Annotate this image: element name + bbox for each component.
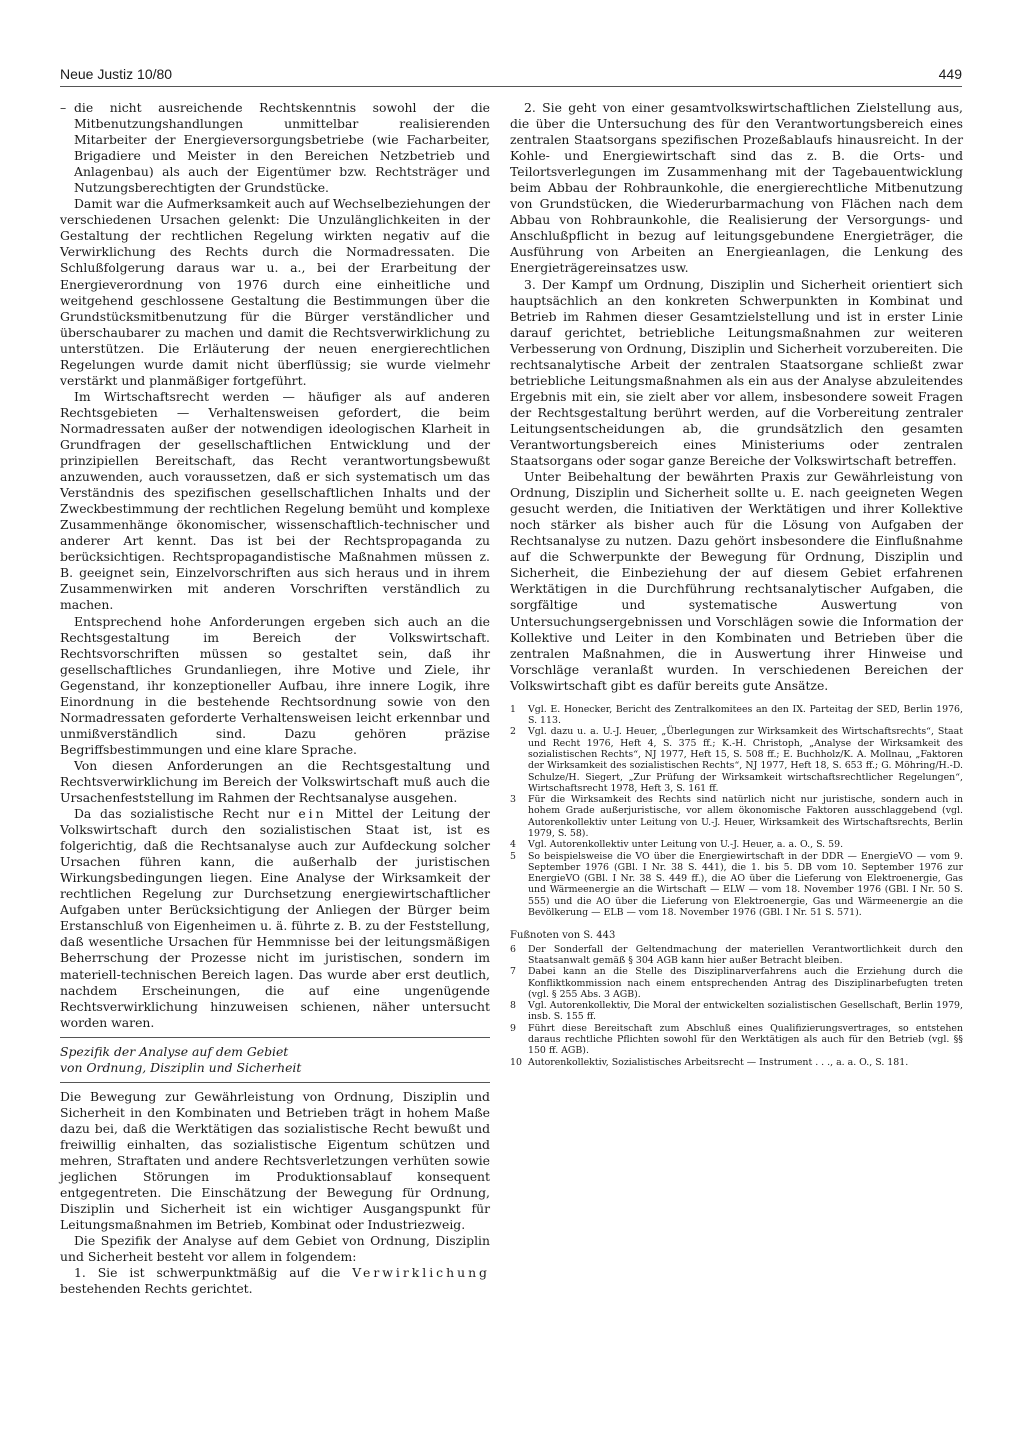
- footnote-number: 1: [510, 703, 516, 715]
- footnote: [510, 966, 963, 1000]
- footnote: [510, 794, 963, 839]
- footnote-text: Für die Wirksamkeit des Rechts sind natürlich nicht nur juristische, sondern auch in hohem Grade außerjuristische, vor allem ökonomische Faktoren ausschlaggebend (vgl. Autorenkollektiv unter Leitung von U.-J. Heuer, Wirksamkeit des Wirtschaftsrechts, Berlin 1979, S. 58).: [528, 794, 963, 839]
- dash-marker: –: [60, 100, 67, 115]
- paragraph: Im Wirtschaftsrecht werden — häufiger als auf anderen Rechtsgebieten — Verhaltensweisen gefordert, die beim Normadressaten außer der notwendigen ideologischen Klarheit in Grundfragen der gesellschaftlichen Entwicklung und der prinzipiellen Bereitschaft, das Recht verantwortungsbewußt anzuwenden, auch voraussetzen, daß er sich systematisch um das Verständnis des spezifischen gesellschaftlichen Inhalts und der Zweckbestimmung der rechtlichen Regelung bemüht und komplexe Zusammenhänge ökonomischer, wissenschaftlich-technischer und anderer Art kennt. Das ist bei der Rechtspropaganda zu berücksichtigen. Rechtspropagandistische Maßnahmen müssen z. B. geeignet sein, Einzelvorschriften aus sich heraus und in ihrem Zusammenwirken mit anderen Vorschriften verständlich zu machen.: [60, 388, 490, 613]
- footnote-text: Vgl. Autorenkollektiv unter Leitung von U.-J. Heuer, a. a. O., S. 59.: [528, 839, 844, 851]
- footnote-text: Der Sonderfall der Geltendmachung der materiellen Verantwortlichkeit durch den Staatsanwalt gemäß § 304 AGB kann hier außer Betracht bleiben.: [528, 943, 963, 966]
- section-heading-line: Spezifik der Analyse auf dem Gebiet: [60, 1043, 289, 1059]
- footnote: [510, 704, 963, 727]
- footnote-text: Vgl. Autorenkollektiv, Die Moral der entwickelten sozialistischen Gesellschaft, Berlin 1979, insb. S. 155 ff.: [528, 1000, 963, 1023]
- paragraph: Die Bewegung zur Gewährleistung von Ordnung, Disziplin und Sicherheit in den Kombinaten und Betrieben trägt in hohem Maße dazu bei, daß die Werktätigen das sozialistische Recht bewußt und freiwillig einhalten, das sozialistische Eigentum schützen und mehren, Straftaten und andere Rechtsverletzungen verhüten sowie jeglichen Störungen im Produktionsablauf konsequent entgegentreten. Die Einschätzung der Bewegung für Ordnung, Disziplin und Sicherheit ist ein wichtiger Ausgangspunkt für Leitungsmaßnahmen im Betrieb, Kombinat oder Industriezweig.: [60, 1088, 490, 1233]
- footnote-text: So beispielsweise die VO über die Energiewirtschaft in der DDR — EnergieVO — vom 9. September 1976 (GBl. I Nr. 38 S. 441), die 1. bis 5. DB vom 10. September 1976 zur EnergieVO (GBl. I Nr. 38 S. 449 ff.), die AO über die Lieferung von Elektroenergie, Gas und Wärmeenergie an die Wirtschaft — ELW — vom 18. November 1976 (GBl. I Nr. 50 S. 555) und die AO über die Lieferung von Elektroenergie, Gas und Wärmeenergie an die Bevölkerung — ELB — vom 18. November 1976 (GBl. I Nr. 51 S. 571).: [528, 850, 963, 919]
- dash-list-item: [60, 100, 490, 196]
- spaced-emphasis: ein: [298, 806, 327, 822]
- footnote: [510, 944, 963, 967]
- dash-item-text: die nicht ausreichende Rechtskenntnis sowohl der die Mitbenutzungshandlungen unmittelbar realisierenden Mitarbeiter der Energieversorgungsbetriebe (wie Facharbeiter, Brigadiere und Meister in den Bereichen Netzbetrieb und Anlagenbau) als auch der Eigentümer bzw. Rechtsträger und Nutzungsberechtigten der Grundstücke.: [74, 100, 490, 196]
- footnote-text: Autorenkollektiv, Sozialistisches Arbeitsrecht — Instrument . . ., a. a. O., S. 181.: [528, 1056, 909, 1068]
- footnote: [510, 1000, 963, 1023]
- paragraph: Unter Beibehaltung der bewährten Praxis zur Gewährleistung von Ordnung, Disziplin und Sicherheit sollte u. E. nach geeigneten Wegen gesucht werden, die Initiativen der Werktätigen und ihrer Kollektive noch stärker als bisher auch für die Lösung von Aufgaben der Rechtsanalyse zu nutzen. Dazu gehört insbesondere die Einflußnahme auf die Schwerpunkte der Bewegung für Ordnung, Disziplin und Sicherheit, die Einbeziehung der auf diesem Gebiet erfahrenen Werktätigen in die Durchführung rechtsanalytischer Aufgaben, die sorgfältige und systematische Auswertung von Untersuchungsergebnissen und Vorschlägen sowie die Information der Kollektive und Leiter in den Kombinaten und Betrieben über die zentralen Maßnahmen, die in Auswertung ihrer Hinweise und Vorschläge veranlaßt wurden. In verschiedenen Bereichen der Volkswirtschaft gibt es dafür bereits gute Ansätze.: [510, 469, 963, 693]
- footnote-number: 7: [510, 966, 516, 978]
- paragraph-text: 1. Sie ist schwerpunktmäßig auf die: [74, 1265, 341, 1281]
- paragraph-text: Da das sozialistische Recht nur: [74, 806, 290, 822]
- footnote-number: 8: [510, 1000, 516, 1012]
- footnote-number: 6: [510, 943, 516, 955]
- footnote: [510, 851, 963, 919]
- footnote-text: Vgl. E. Honecker, Bericht des Zentralkomitees an den IX. Parteitag der SED, Berlin 1976, S. 113.: [528, 703, 963, 727]
- footnote-number: 10: [510, 1056, 522, 1068]
- footnote-number: 3: [510, 794, 516, 806]
- page-header: [60, 62, 962, 87]
- section-heading-line: von Ordnung, Disziplin und Sicherheit: [60, 1059, 302, 1075]
- paragraph-text: bestehenden Rechts gerichtet.: [60, 1281, 253, 1297]
- footnote-text: Dabei kann an die Stelle des Disziplinarverfahrens auch die Erziehung durch die Konfliktkommission nach einem entsprechenden Antrag des Disziplinarbefugten treten (vgl. § 255 Abs. 3 AGB).: [528, 966, 963, 1000]
- paragraph: [60, 806, 490, 1031]
- footnote-number: 9: [510, 1022, 516, 1034]
- left-column: [60, 100, 490, 1297]
- paragraph: Entsprechend hohe Anforderungen ergeben sich auch an die Rechtsgestaltung im Bereich der Volkswirtschaft. Rechtsvorschriften müssen so gestaltet sein, daß ihr gesellschaftliches Grundanliegen, ihre Motive und Ziele, ihr Gegenstand, ihr konzeptioneller Aufbau, ihre innere Logik, ihre Einordnung in die bestehende Rechtsordnung sowie von den Normadressaten geforderte Verhaltensweisen leicht erkennbar und unmißverständlich sind. Dazu gehören präzise Begriffsbestimmungen und eine klare Sprache.: [60, 613, 490, 757]
- paragraph-text: Mittel der Leitung der Volkswirtschaft durch den sozialistischen Staat ist, ist es folgerichtig, daß die Rechtsanalyse auch zur Aufdeckung solcher Ursachen führen kann, die außerhalb der juristischen Wirkungsbedingungen liegen. Eine Analyse der Wirksamkeit der rechtlichen Regelung zur Durchsetzung energiewirtschaftlicher Aufgaben unter Berücksichtigung der Anliegen der Bürger beim Erstanschluß von Eigenheimen u. ä. führte z. B. zu der Feststellung, daß wesentliche Ursachen für Hemmnisse bei der leitungsmäßigen Beherrschung der Prozesse nicht im juristischen, sondern im materiell-technischen Bereich lagen. Das wurde aber erst deutlich, nachdem Erscheinungen, die auf eine ungenügende Rechtsverwirklichung hinzuweisen schienen, näher untersucht worden waren.: [60, 806, 490, 1030]
- paragraph: 3. Der Kampf um Ordnung, Disziplin und Sicherheit orientiert sich hauptsächlich an den konkreten Schwerpunkten in Kombinat und Betrieb im Rahmen dieser Gesamtzielstellung und ist in erster Linie darauf gerichtet, betriebliche Leitungsmaßnahmen zur weiteren Verbesserung von Ordnung, Disziplin und Sicherheit vorzubereiten. Die rechtsanalytische Arbeit der zentralen Staatsorgane schließt zwar betriebliche Leitungsmaßnahmen als ein aus der Analyse abzuleitendes Ergebnis mit ein, sie zielt aber vor allem, insbesondere soweit Fragen der Rechtsgestaltung berührt werden, auf die Vorbereitung zentraler Leitungsentscheidungen ab, die grundsätzlich den gesamten Verantwortungsbereich eines Ministeriums oder zentralen Staatsorgans oder sogar ganze Bereiche der Volkswirtschaft betreffen.: [510, 276, 963, 469]
- footnote-number: 2: [510, 726, 516, 738]
- section-divider: [60, 1082, 490, 1083]
- footnote: [510, 839, 963, 850]
- footnote-number: 4: [510, 839, 516, 851]
- section-divider: [60, 1037, 490, 1038]
- footnotes: [510, 704, 963, 1068]
- footnote: [510, 1057, 963, 1068]
- footnote: [510, 1023, 963, 1057]
- paragraph: 2. Sie geht von einer gesamtvolkswirtschaftlichen Zielstellung aus, die über die Untersuchung des für den Verantwortungsbereich eines zentralen Staatsorgans spezifischen Prozeßablaufs hinausreicht. In der Kohle- und Energiewirtschaft sind das z. B. die Orts- und Teilortsverlegungen im Zusammenhang mit der Tagebauentwicklung beim Abbau der Rohbraunkohle, die energierechtliche Mitbenutzung von Grundstücken, die Wiederurbarmachung von Flächen nach dem Abbau von Rohbraunkohle, die Realisierung der Versorgungs- und Anschlußpflicht in bezug auf leitungsgebundene Energieträger, die Ausführung von Arbeiten an Energieanlagen, die Lenkung des Energieträgereinsatzes usw.: [510, 100, 963, 276]
- footnote: [510, 726, 963, 794]
- footnote-number: 5: [510, 850, 516, 862]
- footnote-text: Führt diese Bereitschaft zum Abschluß eines Qualifizierungsvertrages, so entstehen daraus rechtliche Pflichten sowohl für den Werktätigen als auch für den Betrieb (vgl. §§ 150 ff. AGB).: [528, 1022, 963, 1057]
- right-column: [510, 100, 963, 1068]
- journal-title: Neue Justiz 10/80: [60, 66, 173, 82]
- spaced-emphasis: Verwirklichung: [352, 1265, 490, 1281]
- page-number: 449: [938, 66, 962, 82]
- section-heading: [60, 1044, 490, 1076]
- paragraph: Von diesen Anforderungen an die Rechtsgestaltung und Rechtsverwirklichung im Bereich der Volkswirtschaft muß auch die Ursachenfeststellung im Rahmen der Rechtsanalyse ausgehen.: [60, 757, 490, 806]
- paragraph: Die Spezifik der Analyse auf dem Gebiet von Ordnung, Disziplin und Sicherheit besteht vor allem in folgendem:: [60, 1233, 490, 1265]
- footnote-text: Vgl. dazu u. a. U.-J. Heuer, „Überlegungen zur Wirksamkeit des Wirtschaftsrechts“, Staat und Recht 1976, Heft 4, S. 375 ff.; K.-H. Christoph, „Analyse der Wirksamkeit des sozialistischen Rechts“, NJ 1977, Heft 15, S. 508 ff.; E. Buchholz/K. A. Mollnau, „Faktoren der Wirksamkeit des sozialistischen Rechts“, NJ 1977, Heft 18, S. 653 ff.; G. Möhring/H.-D. Schulze/H. Siegert, „Zur Prüfung der Wirksamkeit wirtschaftsrechtlicher Regelungen“, Wirtschaftsrecht 1978, Heft 3, S. 161 ff.: [528, 726, 963, 794]
- paragraph: Damit war die Aufmerksamkeit auch auf Wechselbeziehungen der verschiedenen Ursachen gelenkt: Die Unzulänglichkeiten in der Gestaltung der rechtlichen Regelung wirkten negativ auf die Verwirklichung des Rechts durch die Normadressaten. Die Schlußfolgerung daraus war u. a., bei der Erarbeitung der Energieverordnung von 1976 durch eine einheitliche und weitgehend geschlossene Gestaltung die Bestimmungen über die Grundstücksmitbenutzung für die Bürger verständlicher und überschaubarer zu machen und damit die Rechtsverwirklichung zu unterstützen. Die Erläuterung der neuen energierechtlichen Regelungen wurde damit nicht überflüssig; sie wurde vielmehr verstärkt und planmäßiger fortgeführt.: [60, 196, 490, 388]
- paragraph: [60, 1265, 490, 1297]
- footnotes-caption: Fußnoten von S. 443: [510, 930, 616, 942]
